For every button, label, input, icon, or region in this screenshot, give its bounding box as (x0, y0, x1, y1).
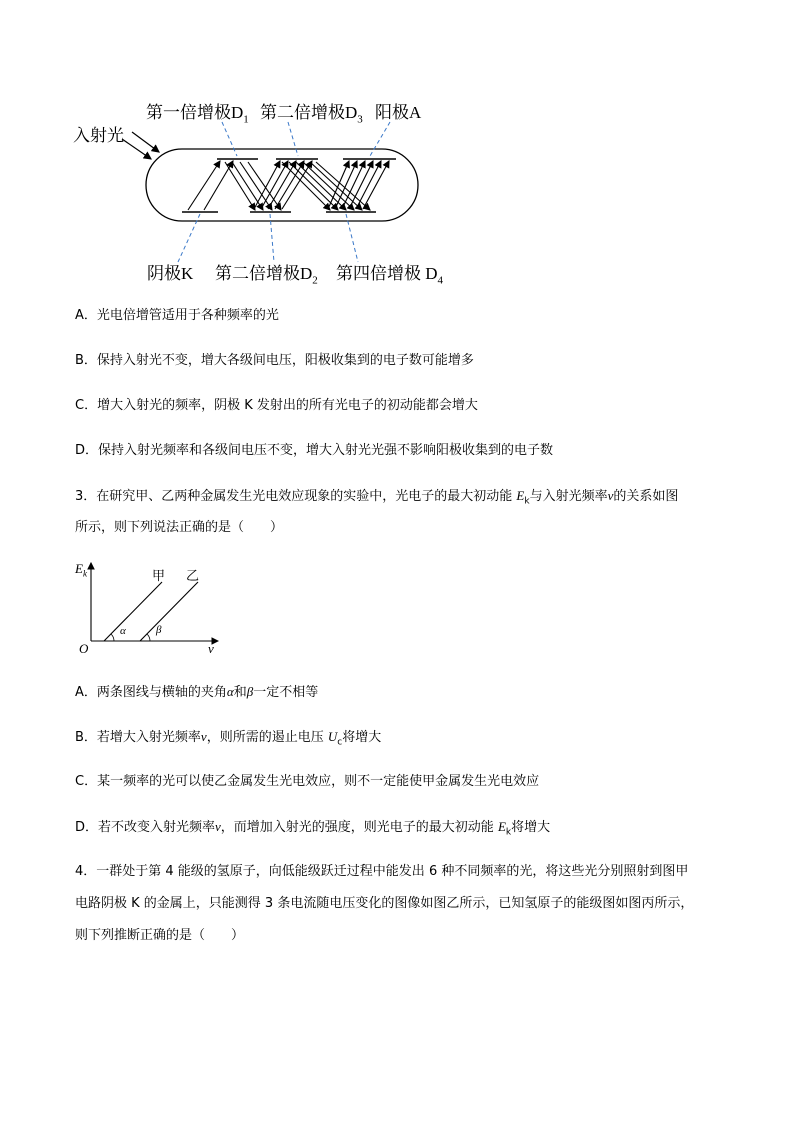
photomultiplier-figure (70, 92, 450, 287)
electron-path (275, 161, 304, 209)
electron-path (356, 161, 381, 209)
electron-path (363, 161, 389, 209)
angle-arc-beta (147, 634, 150, 641)
y-axis-label: $E_k$ (75, 561, 87, 579)
q2-option-b: B．保持入射光不变，增大各级间电压，阳极收集到的电子数可能增多 (75, 353, 474, 368)
line-yi-label: 乙 (186, 569, 200, 584)
tube-diagram (70, 92, 450, 287)
electron-path (188, 161, 220, 210)
q3-stem-line2: 所示，则下列说法正确的是（ ） (75, 520, 284, 535)
leader-line (370, 122, 390, 156)
label-dynode1: 第一倍增极$D_1$ (146, 103, 249, 126)
ek-nu-graph (70, 555, 230, 660)
q3-option-c: C．某一频率的光可以使乙金属发生光电效应，则不一定能使甲金属发生光电效应 (75, 774, 540, 789)
label-dynode4: 第四倍增极 $D_4$ (336, 264, 444, 287)
q2-option-d: D．保持入射光频率和各级间电压不变，增大入射光光强不影响阳极收集到的电子数 (75, 443, 554, 458)
x-axis-label: ν (208, 641, 214, 656)
incident-arrow (122, 139, 151, 159)
electron-path (225, 162, 255, 210)
line-yi (140, 582, 198, 641)
q4-stem-line2: 电路阴极 K 的金属上，只能测得 3 条电流随电压变化的图像如图乙所示，已知氢原子的能级图如图丙所示， (75, 896, 694, 911)
electron-path (310, 162, 362, 210)
q3-option-d: D．若不改变入射光频率ν，而增加入射光的强度，则光电子的最大初动能 $E_k$将增大 (75, 819, 551, 838)
q3-option-a: A．两条图线与横轴的夹角α和β一定不相等 (75, 684, 319, 700)
leader-line (288, 122, 298, 156)
label-anode: 阳极A (375, 103, 422, 122)
electron-path (282, 161, 312, 209)
electron-path (316, 162, 370, 210)
q2-option-a: A．光电倍增管适用于各种频率的光 (75, 308, 279, 323)
origin-label: O (79, 641, 89, 656)
label-cathode: 阴极K (147, 264, 194, 283)
angle-beta-label: β (156, 624, 162, 636)
q3-stem-line1: 3．在研究甲、乙两种金属发生光电效应现象的实验中，光电子的最大初动能 $E_k$与入射光频率ν的关系如图 (75, 488, 679, 507)
electron-path (268, 161, 296, 209)
label-dynode3: 第二倍增极$D_3$ (260, 103, 363, 126)
angle-alpha-label: α (120, 625, 126, 637)
electron-path (240, 162, 272, 210)
line-jia (104, 582, 162, 641)
electron-path (261, 161, 288, 209)
q4-stem-line1: 4．一群处于第 4 能级的氢原子，向低能级跃迁过程中能发出 6 种不同频率的光，将这些光分别照射到图甲 (75, 864, 689, 879)
line-jia-label: 甲 (152, 569, 166, 584)
q3-option-b: B．若增大入射光频率ν，则所需的遏止电压 $U_c$将增大 (75, 729, 382, 748)
leader-line (222, 122, 237, 156)
angle-arc-alpha (111, 634, 114, 641)
q4-stem-line3: 则下列推断正确的是（ ） (75, 928, 245, 943)
electron-path (303, 162, 354, 210)
label-incident-light: 入射光 (73, 126, 124, 145)
electron-path (232, 162, 263, 210)
label-dynode2: 第二倍增极$D_2$ (215, 264, 318, 287)
q2-option-c: C．增大入射光的频率，阴极 K 发射出的所有光电子的初动能都会增大 (75, 398, 478, 413)
